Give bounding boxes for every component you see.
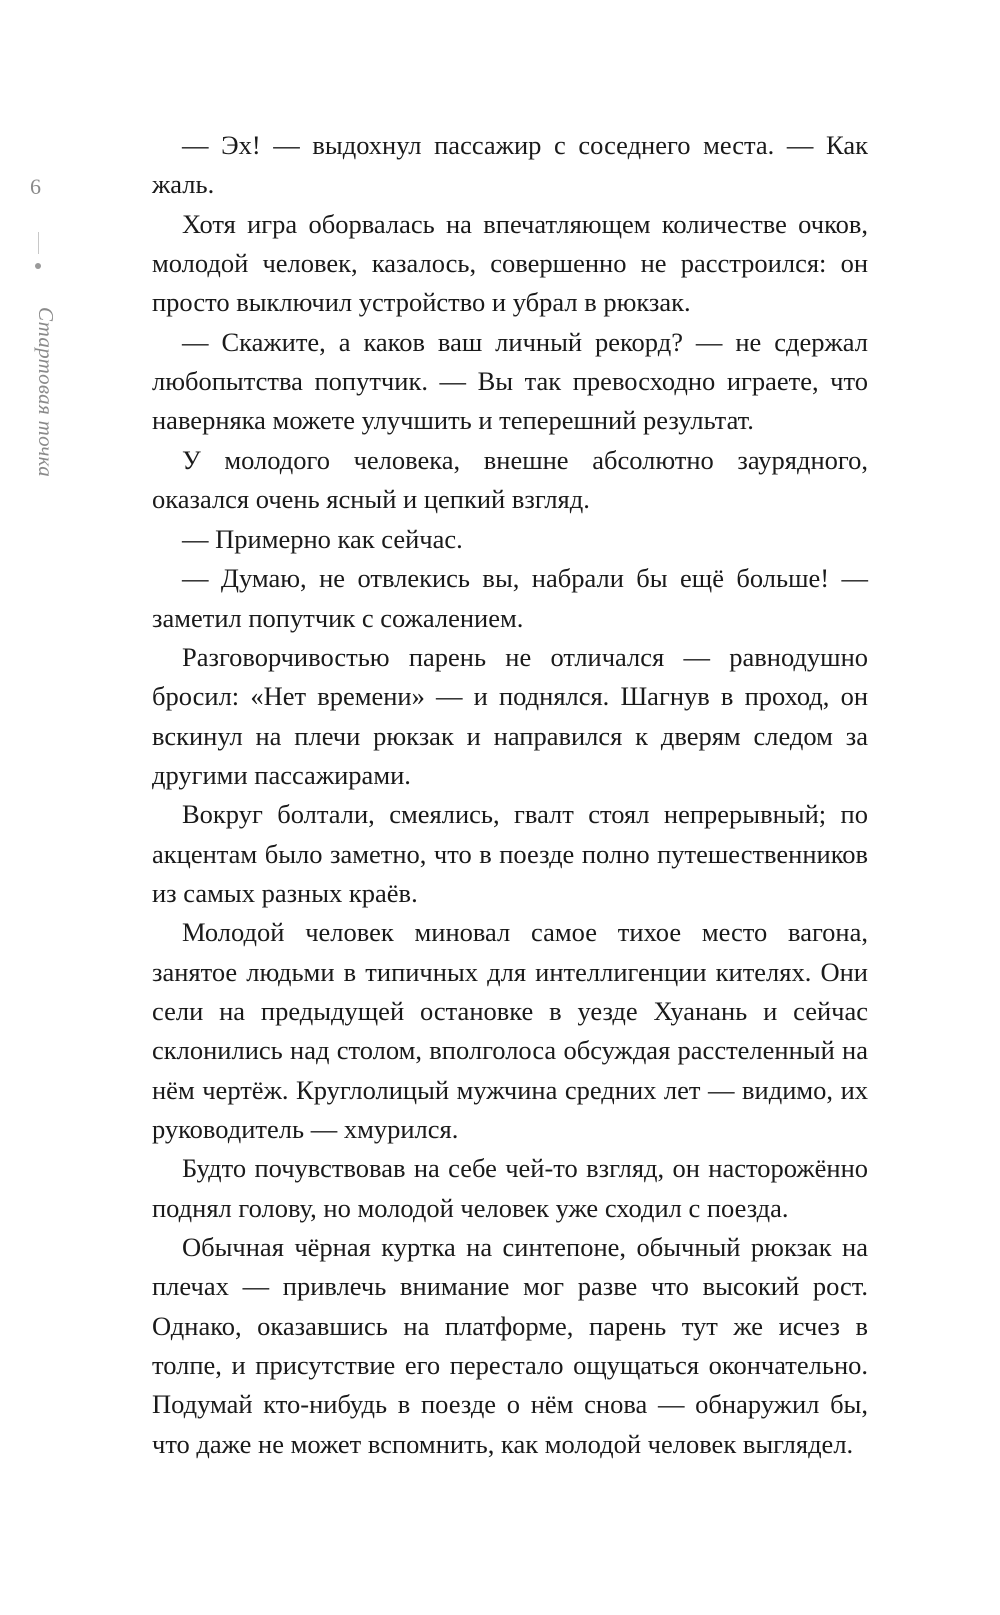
paragraph: Молодой человек миновал самое тихое место вагона, занятое людьми в типичных для интеллигенции кителях. Они сели на предыдущей остановке в уезде Хуанань и сейчас склонились над столом, вполголоса обсуждая расстеленный на нём чертёж. Круглолицый мужчина средних лет — видимо, их руководитель — хмурился. [152, 917, 868, 1144]
paragraph: — Скажите, а каков ваш личный рекорд? — не сдержал любопытства попутчик. — Вы так превосходно играете, что наверняка можете улучшить и теперешний результат. [152, 326, 868, 436]
paragraph: — Эх! — выдохнул пассажир с соседнего места. — Как жаль. [152, 130, 868, 200]
paragraph: Вокруг болтали, смеялись, гвалт стоял непрерывный; по акцентам было заметно, что в поезде полно путешественников из самых разных краёв. [152, 799, 868, 908]
page-number: 6 [30, 174, 41, 199]
margin-divider [38, 232, 39, 254]
paragraph: У молодого человека, внешне абсолютно заурядного, оказался очень ясный и цепкий взгляд. [152, 444, 868, 515]
paragraph: Хотя игра оборвалась на впечатляющем количестве очков, молодой человек, казалось, совершенно не расстроился: он просто выключил устройство и убрал в рюкзак. [152, 208, 868, 318]
paragraph: — Думаю, не отвлекись вы, набрали бы ещё больше! — заметил попутчик с сожалением. [152, 563, 868, 633]
paragraph: Будто почувствовав на себе чей-то взгляд, он насторожённо поднял голову, но молодой человек уже сходил с поезда. [152, 1153, 868, 1223]
margin-dot-ornament [35, 263, 41, 269]
body-text [152, 126, 868, 1464]
paragraph: Разговорчивостью парень не отличался — равнодушно бросил: «Нет времени» — и поднялся. Шагнув в проход, он вскинул на плечи рюкзак и направился к дверям следом за другими пассажирами. [152, 641, 868, 790]
paragraph: Обычная чёрная куртка на синтепоне, обычный рюкзак на плечах — привлечь внимание мог разве что высокий рост. Однако, оказавшись на платформе, парень тут же исчез в толпе, и присутствие его перестало ощущаться окончательно. Подумай кто-нибудь в поезде о нём снова — обнаружил бы, что даже не может вспомнить, как молодой человек выглядел. [152, 1232, 868, 1459]
paragraph: — Примерно как сейчас. [182, 523, 463, 554]
running-title: Стартовая точка [34, 307, 58, 478]
